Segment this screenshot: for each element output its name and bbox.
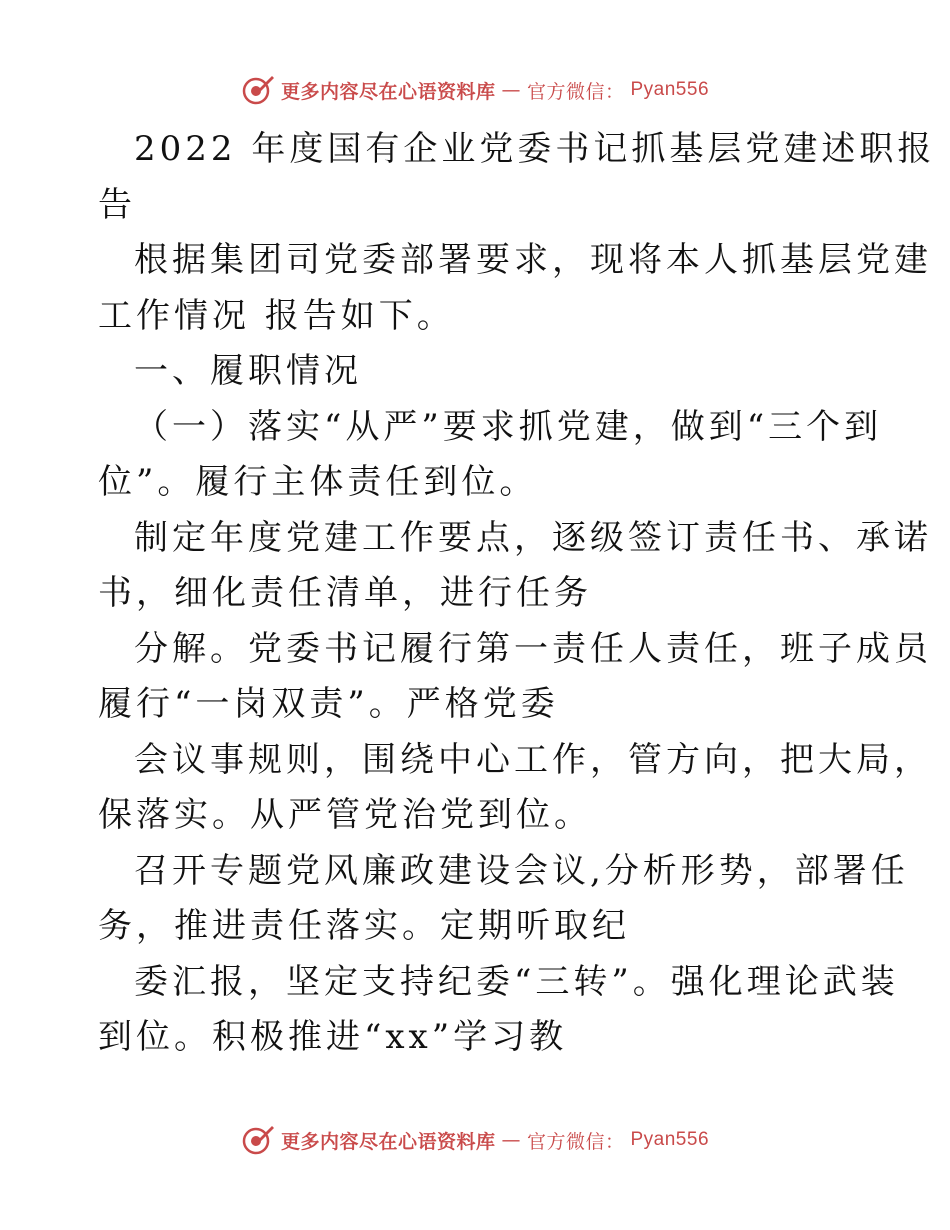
paragraph-line: 会议事规则，围绕中心工作，管方向，把大局，: [134, 739, 932, 780]
watermark-separator: —: [501, 79, 521, 101]
quill-logo-icon: [241, 73, 275, 107]
document-title-line-2: 告: [98, 184, 136, 225]
watermark-brand: 更多内容尽在心语资料库: [280, 1130, 496, 1153]
section-heading: 一、履职情况: [134, 351, 362, 391]
watermark-label: 官方微信：: [526, 80, 625, 103]
paragraph-line: 书，细化责任清单，进行任务: [98, 573, 592, 613]
document-body: [98, 122, 936, 1066]
watermark-wechat-id: Pyan556: [630, 1129, 710, 1150]
watermark-footer: [0, 1120, 950, 1160]
paragraph-line: 保落实。从严管党治党到位。: [98, 795, 592, 835]
watermark-brand: 更多内容尽在心语资料库: [280, 80, 496, 103]
paragraph-line: 工作情况 报告如下。: [98, 295, 455, 336]
document-title-line-1: 2022 年度国有企业党委书记抓基层党建述职报: [134, 129, 936, 169]
paragraph-line: 履行“一岗双责”。严格党委: [98, 684, 559, 724]
paragraph-line: 委汇报，坚定支持纪委“三转”。强化理论武装: [134, 961, 899, 1002]
watermark-wechat-id: Pyan556: [630, 79, 710, 100]
watermark-separator: —: [501, 1129, 521, 1151]
subsection-heading-cont: 位”。履行主体责任到位。: [98, 462, 538, 502]
watermark-header: [0, 70, 950, 110]
quill-logo-icon: [241, 1123, 275, 1157]
subsection-heading: （一）落实“从严”要求抓党建，做到“三个到: [134, 406, 883, 447]
paragraph-line: 召开专题党风廉政建设会议,分析形势，部署任: [134, 850, 909, 891]
watermark-label: 官方微信：: [526, 1130, 625, 1153]
paragraph-line: 根据集团司党委部署要求，现将本人抓基层党建: [134, 240, 932, 280]
paragraph-line: 制定年度党建工作要点，逐级签订责任书、承诺: [134, 517, 932, 558]
paragraph-line: 到位。积极推进“xx”学习教: [98, 1017, 568, 1057]
paragraph-line: 分解。党委书记履行第一责任人责任，班子成员: [134, 628, 932, 669]
paragraph-line: 务，推进责任落实。定期听取纪: [98, 906, 630, 946]
